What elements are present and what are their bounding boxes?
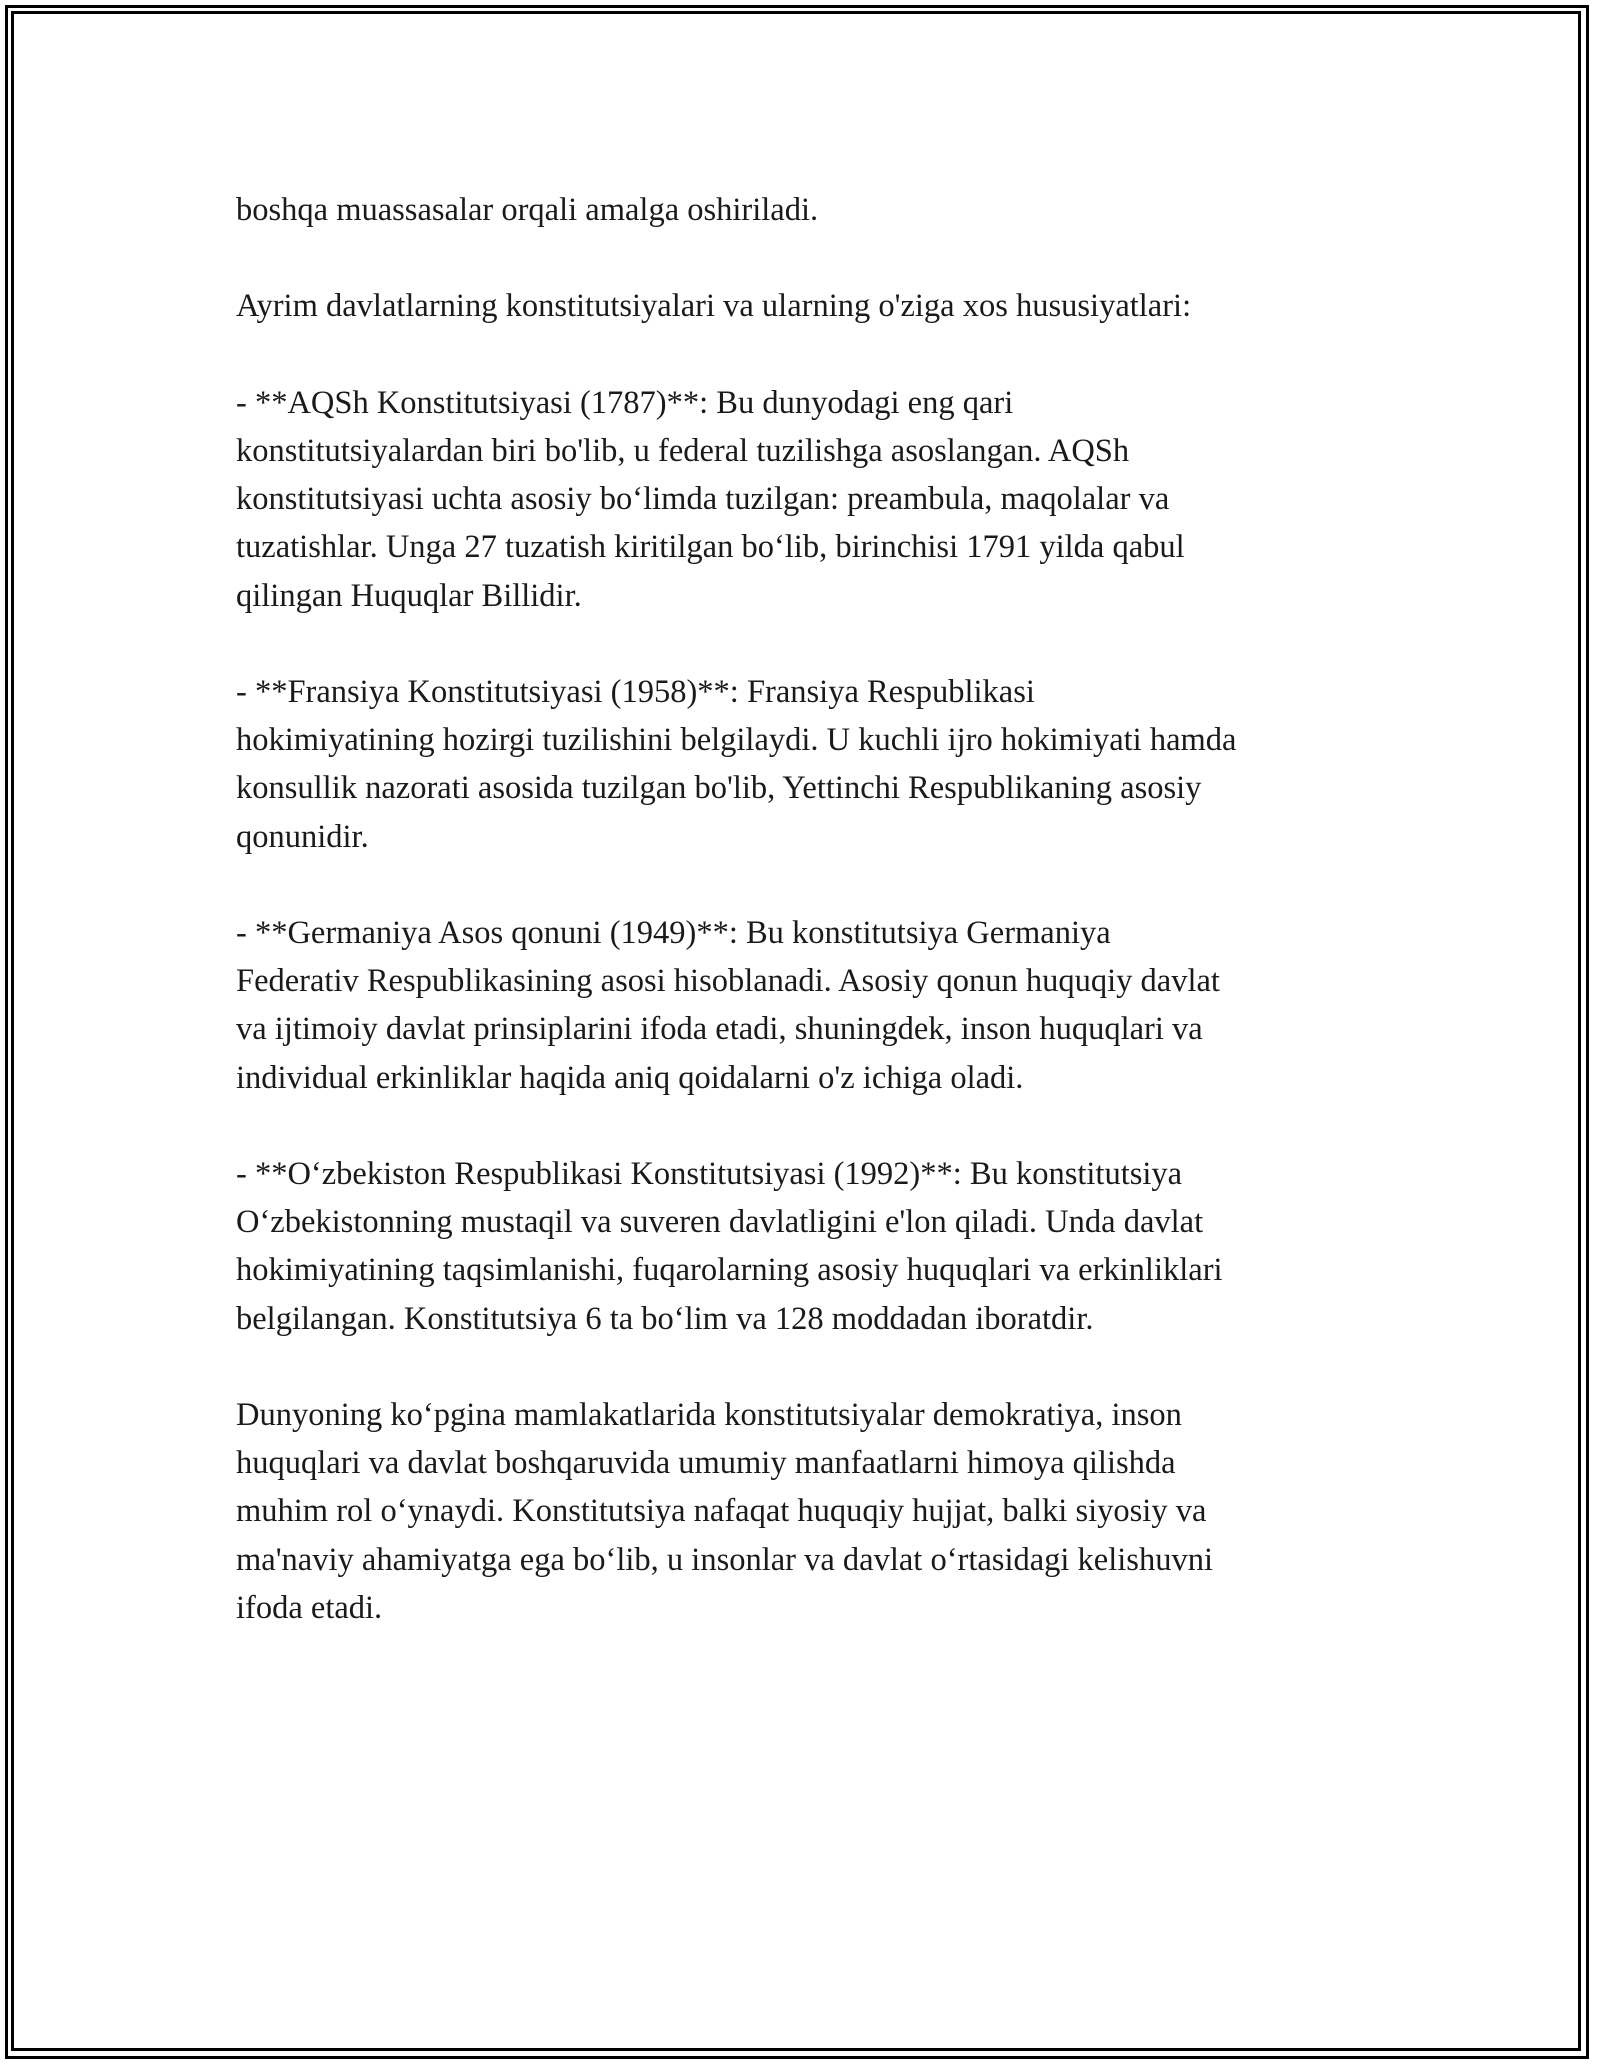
text-line: muhim rol o‘ynaydi. Konstitutsiya nafaqat huquqiy hujjat, balki siyosiy va: [236, 1493, 1207, 1530]
text-line: ma'naviy ahamiyatga ega bo‘lib, u insonlar va davlat o‘rtasidagi kelishuvni: [236, 1541, 1213, 1578]
text-line: hokimiyatining taqsimlanishi, fuqarolarning asosiy huquqlari va erkinliklari: [236, 1252, 1223, 1289]
paragraph-france-constitution: [236, 668, 1376, 861]
text-line: O‘zbekistonning mustaqil va suveren davlatligini e'lon qiladi. Unda davlat: [236, 1204, 1204, 1241]
text-line: - **AQSh Konstitutsiyasi (1787)**: Bu dunyodagi eng qari: [236, 384, 1014, 421]
paragraph-germany-basic-law: [236, 909, 1376, 1102]
text-line: - **Fransiya Konstitutsiyasi (1958)**: Fransiya Respublikasi: [236, 673, 1035, 710]
text-line: va ijtimoiy davlat prinsiplarini ifoda etadi, shuningdek, inson huquqlari va: [236, 1011, 1203, 1048]
text-line: - **Germaniya Asos qonuni (1949)**: Bu konstitutsiya Germaniya: [236, 914, 1111, 951]
text-line: Dunyoning ko‘pgina mamlakatlarida konstitutsiyalar demokratiya, inson: [236, 1396, 1182, 1433]
text-line: - **O‘zbekiston Respublikasi Konstitutsiyasi (1992)**: Bu konstitutsiya: [236, 1155, 1183, 1192]
text-line: konstitutsiyalardan biri bo'lib, u federal tuzilishga asoslangan. AQSh: [236, 432, 1130, 469]
text-line: Ayrim davlatlarning konstitutsiyalari va ularning o'ziga xos hususiyatlari:: [236, 288, 1192, 325]
text-line: hokimiyatining hozirgi tuzilishini belgilaydi. U kuchli ijro hokimiyati hamda: [236, 722, 1237, 759]
text-line: konsullik nazorati asosida tuzilgan bo'lib, Yettinchi Respublikaning asosiy: [236, 770, 1202, 807]
paragraph-uzbekistan-constitution: [236, 1150, 1376, 1343]
paragraph-conclusion: [236, 1391, 1376, 1632]
text-line: qonunidir.: [236, 818, 369, 855]
document-body: [236, 186, 1376, 1680]
text-line: tuzatishlar. Unga 27 tuzatish kiritilgan bo‘lib, birinchisi 1791 yilda qabul: [236, 529, 1185, 566]
text-line: Federativ Respublikasining asosi hisoblanadi. Asosiy qonun huquqiy davlat: [236, 963, 1220, 1000]
text-line: belgilangan. Konstitutsiya 6 ta bo‘lim va 128 moddadan iboratdir.: [236, 1300, 1094, 1337]
text-line: qilingan Huquqlar Billidir.: [236, 577, 582, 614]
text-line: huquqlari va davlat boshqaruvida umumiy manfaatlarni himoya qilishda: [236, 1445, 1176, 1482]
paragraph-usa-constitution: [236, 379, 1376, 620]
text-line: ifoda etadi.: [236, 1589, 383, 1626]
text-line: boshqa muassasalar orqali amalga oshiriladi.: [236, 192, 819, 228]
paragraph-section-lead: [236, 282, 1376, 330]
paragraph-intro-continuation: [236, 186, 1376, 234]
text-line: individual erkinliklar haqida aniq qoidalarni o'z ichiga oladi.: [236, 1059, 1024, 1096]
text-line: konstitutsiyasi uchta asosiy bo‘limda tuzilgan: preambula, maqolalar va: [236, 481, 1170, 518]
